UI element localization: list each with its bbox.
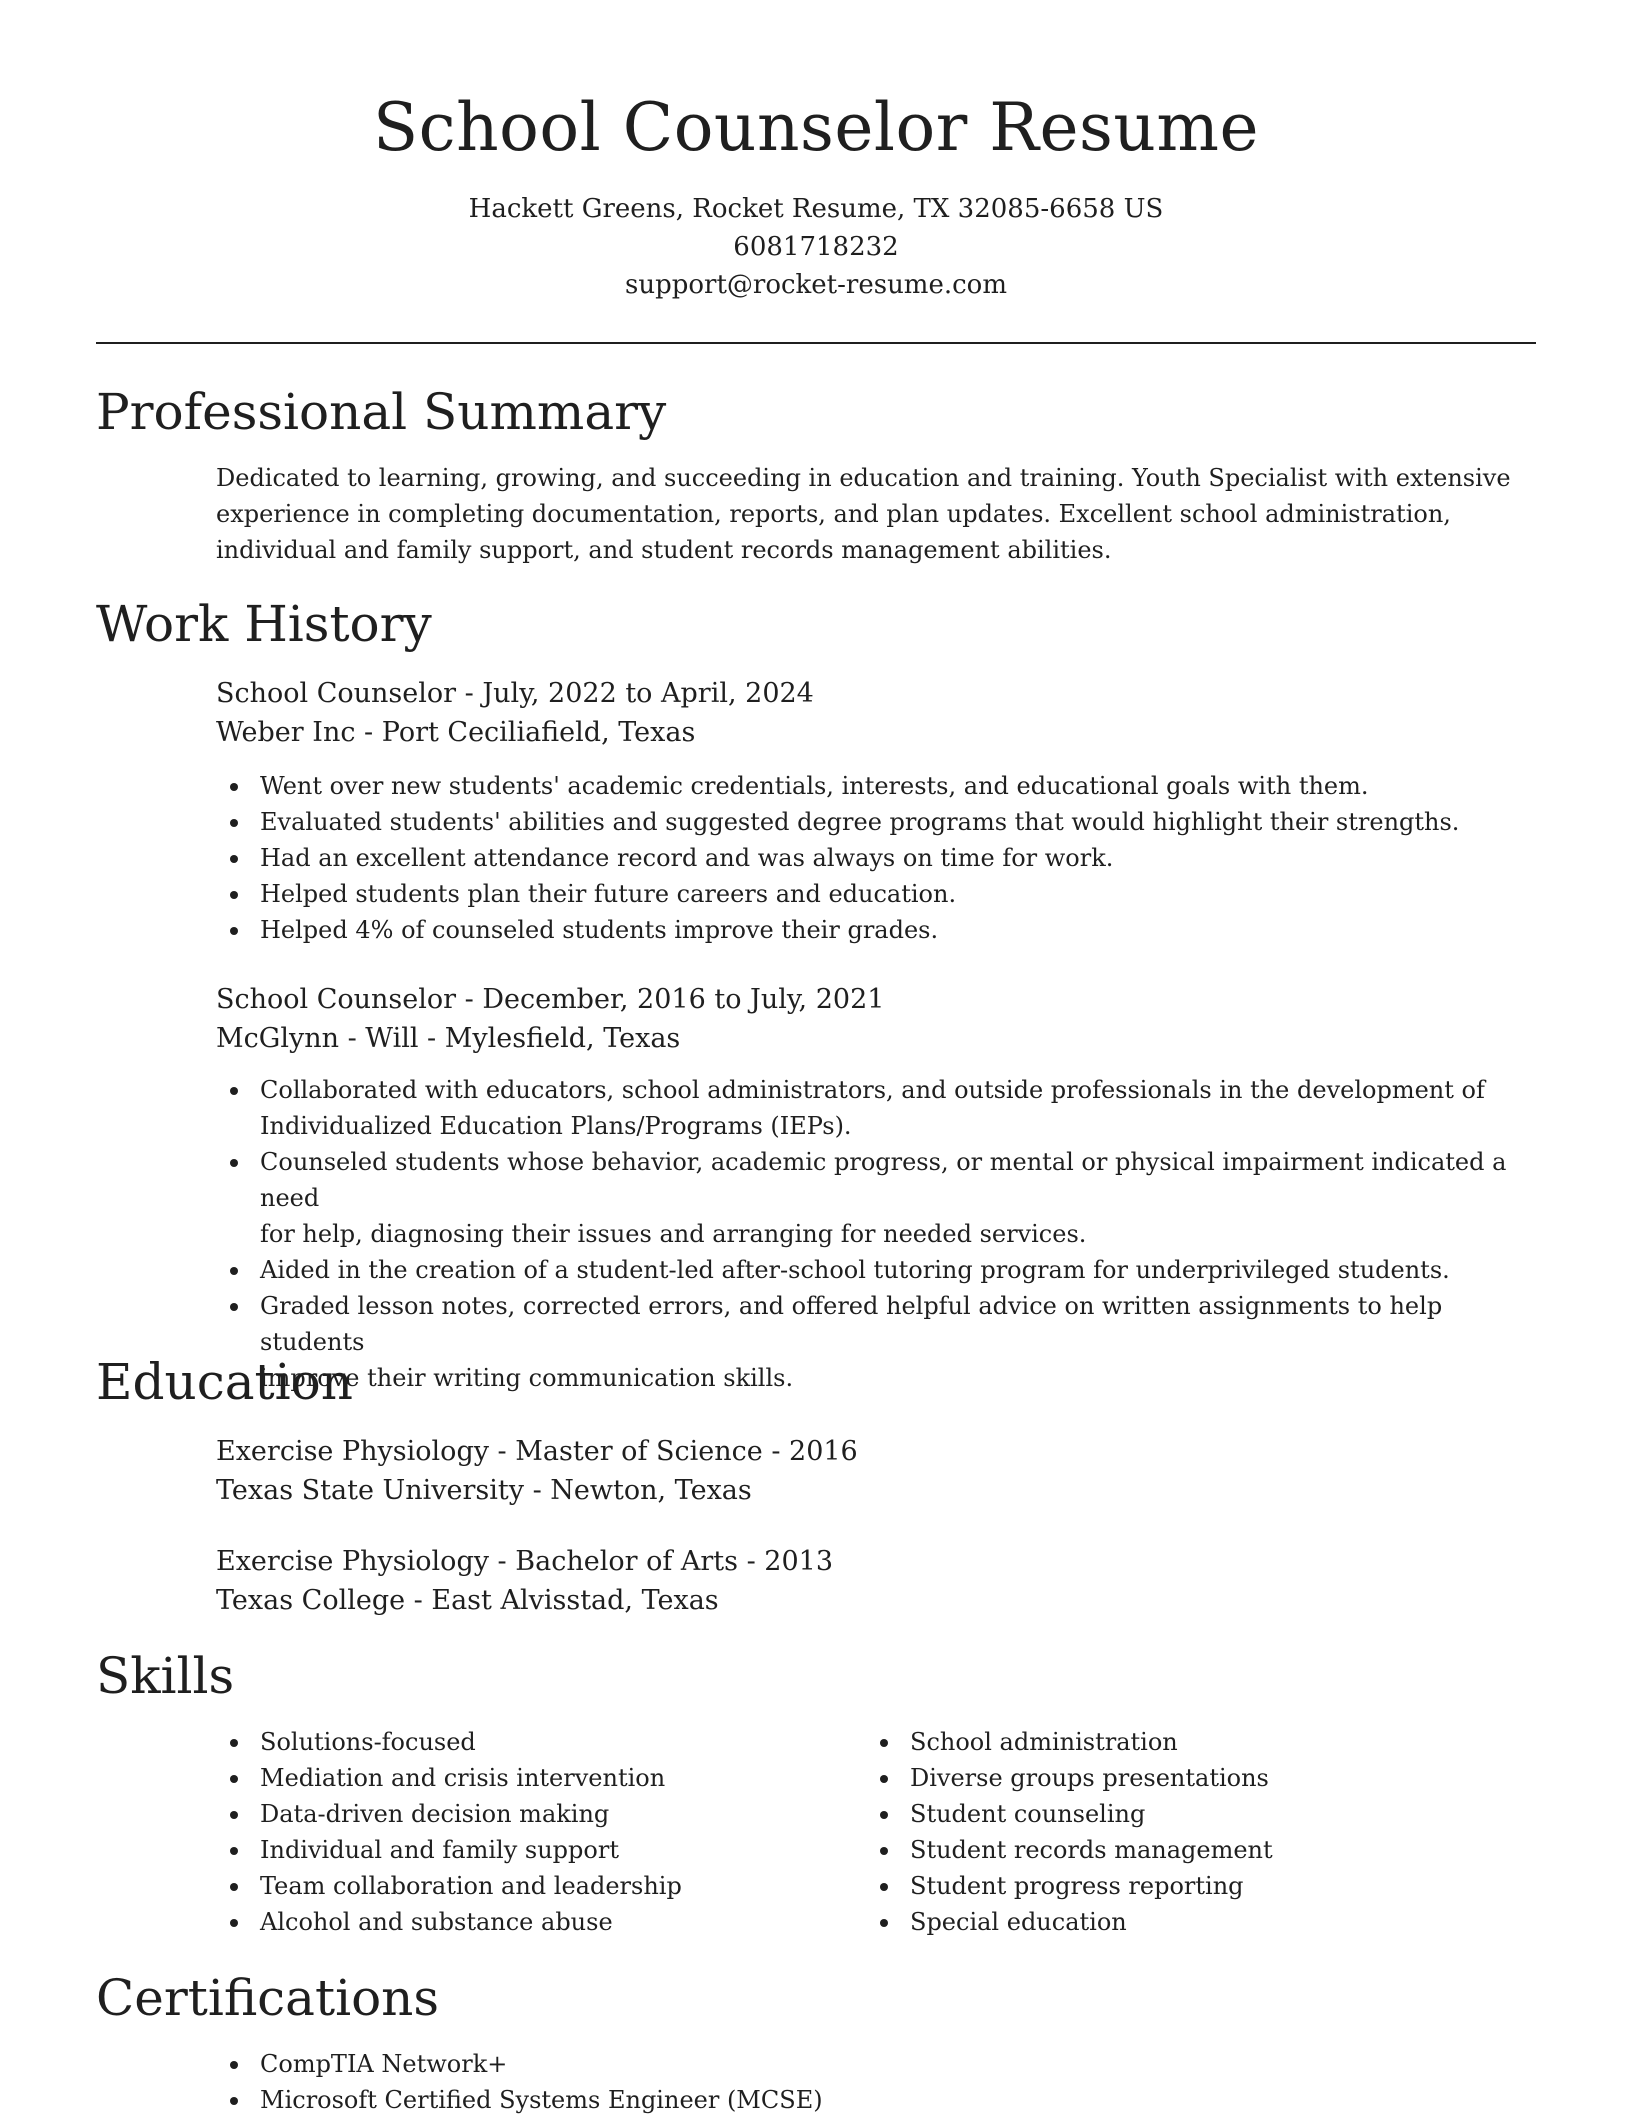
job-bullets	[216, 1072, 1536, 1396]
degree-line: Exercise Physiology - Bachelor of Arts - 2013	[216, 1546, 834, 1577]
degree-line: Exercise Physiology - Master of Science - 2016	[216, 1436, 858, 1467]
skills-list	[216, 1724, 856, 1940]
job-bullet: Graded lesson notes, corrected errors, and offered helpful advice on written assignments to help students improve their writing communication skills.	[216, 1288, 1536, 1396]
job-title-line: School Counselor - December, 2016 to July, 2021	[216, 984, 885, 1015]
header-divider	[96, 342, 1536, 344]
skill-item: Student progress reporting	[866, 1868, 1506, 1904]
skill-item: Data-driven decision making	[216, 1796, 856, 1832]
skill-item: Student records management	[866, 1832, 1506, 1868]
job-bullet: Aided in the creation of a student-led after-school tutoring program for underprivileged students.	[216, 1252, 1536, 1288]
certification-item: CompTIA Network+	[216, 2046, 1536, 2082]
summary-block	[216, 460, 1536, 568]
skills-list	[866, 1724, 1506, 1940]
skill-item: Student counseling	[866, 1796, 1506, 1832]
skills-column-right	[866, 1724, 1506, 1940]
certifications-block	[216, 2046, 1536, 2118]
job-entry	[216, 674, 1536, 948]
summary-line: experience in completing documentation, reports, and plan updates. Excellent school administration,	[216, 500, 1451, 528]
job-bullet: Counseled students whose behavior, academic progress, or mental or physical impairment indicated a need for help, diagnosing their issues and arranging for needed services.	[216, 1144, 1536, 1252]
education-entry	[216, 1432, 1536, 1510]
section-heading-summary: Professional Summary	[96, 383, 667, 441]
certification-item: Microsoft Certified Systems Engineer (MCSE)	[216, 2082, 1536, 2118]
skill-item: School administration	[866, 1724, 1506, 1760]
job-bullet: Evaluated students' abilities and suggested degree programs that would highlight their strengths.	[216, 804, 1536, 840]
job-bullets	[216, 768, 1536, 948]
school-line: Texas College - East Alvisstad, Texas	[216, 1585, 719, 1616]
job-bullet: Helped 4% of counseled students improve their grades.	[216, 912, 1536, 948]
job-bullet: Had an excellent attendance record and was always on time for work.	[216, 840, 1536, 876]
summary-line: Dedicated to learning, growing, and succeeding in education and training. Youth Specialist with extensive	[216, 464, 1511, 492]
resume-title: School Counselor Resume	[372, 89, 1260, 166]
section-heading-work: Work History	[96, 595, 432, 653]
skill-item: Mediation and crisis intervention	[216, 1760, 856, 1796]
skill-item: Alcohol and substance abuse	[216, 1904, 856, 1940]
resume-header	[96, 78, 1536, 304]
certifications-list	[216, 2046, 1536, 2118]
skill-item: Diverse groups presentations	[866, 1760, 1506, 1796]
summary-line: individual and family support, and student records management abilities.	[216, 536, 1112, 564]
skill-item: Special education	[866, 1904, 1506, 1940]
job-title-line: School Counselor - July, 2022 to April, 2024	[216, 678, 814, 709]
section-heading-education: Education	[96, 1353, 353, 1411]
school-line: Texas State University - Newton, Texas	[216, 1475, 752, 1506]
job-company-line: McGlynn - Will - Mylesfield, Texas	[216, 1023, 681, 1054]
job-bullet: Collaborated with educators, school administrators, and outside professionals in the development of Individualized Education Plans/Programs (IEPs).	[216, 1072, 1536, 1144]
skills-column-left	[216, 1724, 856, 1940]
job-bullet: Helped students plan their future careers and education.	[216, 876, 1536, 912]
section-heading-skills: Skills	[96, 1647, 235, 1705]
education-entry	[216, 1542, 1536, 1620]
contact-phone: 6081718232	[733, 232, 899, 262]
job-company-line: Weber Inc - Port Ceciliafield, Texas	[216, 717, 696, 748]
job-entry	[216, 980, 1536, 1396]
skill-item: Solutions-focused	[216, 1724, 856, 1760]
section-heading-certifications: Certifications	[96, 1969, 440, 2027]
contact-info	[96, 190, 1536, 304]
job-bullet: Went over new students' academic credentials, interests, and educational goals with them.	[216, 768, 1536, 804]
skill-item: Individual and family support	[216, 1832, 856, 1868]
contact-address: Hackett Greens, Rocket Resume, TX 32085-6658 US	[468, 194, 1164, 224]
skill-item: Team collaboration and leadership	[216, 1868, 856, 1904]
contact-email: support@rocket-resume.com	[624, 270, 1007, 300]
